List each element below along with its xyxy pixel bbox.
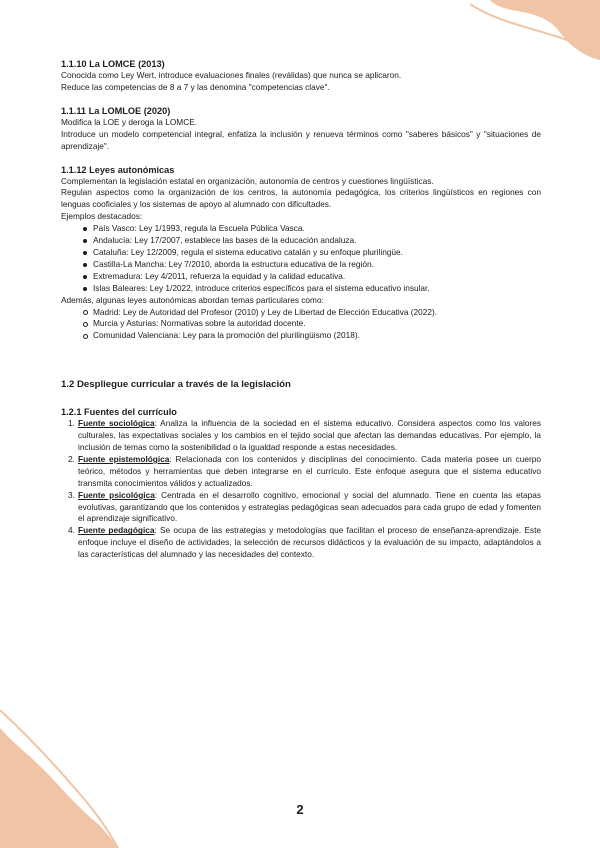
item-number: 3. bbox=[68, 489, 75, 500]
corner-decoration-top-right bbox=[470, 0, 600, 60]
fuentes-list bbox=[61, 418, 541, 561]
decoration-stroke bbox=[0, 710, 118, 848]
item-number: 4. bbox=[68, 525, 75, 536]
section-heading-lomloe: 1.1.11 La LOMLOE (2020) bbox=[61, 105, 171, 116]
section-heading-autonomicas: 1.1.12 Leyes autonómicas bbox=[61, 164, 175, 175]
paragraph: Reduce las competencias de 8 a 7 y las denomina "competencias clave". bbox=[61, 81, 330, 92]
paragraph: Conocida como Ley Wert, introduce evaluaciones finales (reválidas) que nunca se aplicaron. bbox=[61, 70, 402, 80]
document-body bbox=[61, 58, 541, 561]
examples-list bbox=[61, 223, 541, 294]
fuente-text: : Centrada en el desarrollo cognitivo, emocional y social del alumnado. Tiene en cuenta las etapas evolutivas, garantizando que los contenidos y estrategias pedagógicas sean adecuados para cada grupo de edad y fomenten el aprendizaje significativo. bbox=[78, 489, 541, 524]
list-item: Madrid: Ley de Autoridad del Profesor (2010) y Ley de Libertad de Elección Educativa (2022). bbox=[61, 307, 541, 319]
particular-intro: Además, algunas leyes autonómicas abordan temas particulares como: bbox=[61, 294, 324, 305]
list-item: Murcia y Asturias: Normativas sobre la autoridad docente. bbox=[61, 318, 541, 330]
fuente-item bbox=[61, 418, 541, 454]
list-item: Comunidad Valenciana: Ley para la promoción del plurilingüismo (2018). bbox=[61, 330, 541, 342]
fuente-term: Fuente sociológica bbox=[78, 418, 155, 429]
fuente-item bbox=[61, 454, 541, 490]
paragraph: Introduce un modelo competencial integral, enfatiza la inclusión y renueva términos como "saberes básicos" y "situaciones de aprendizaje". bbox=[61, 128, 541, 151]
section-heading-lomce: 1.1.10 La LOMCE (2013) bbox=[61, 59, 165, 69]
fuente-item bbox=[61, 490, 541, 526]
list-item: Extremadura: Ley 4/2011, refuerza la equidad y la calidad educativa. bbox=[61, 271, 541, 283]
paragraph: Modifica la LOE y deroga la LOMCE. bbox=[61, 116, 198, 127]
particular-list bbox=[61, 307, 541, 343]
paragraph: Regulan aspectos como la organización de los centros, la autonomía pedagógica, los criterios lingüísticos en regiones con lenguas cooficiales y los sistemas de apoyo al alumnado con dificultades. bbox=[61, 187, 541, 210]
list-item: País Vasco: Ley 1/1993, regula la Escuela Pública Vasca. bbox=[61, 223, 541, 235]
fuente-term: Fuente pedagógica bbox=[78, 525, 155, 536]
section-heading-despliegue: 1.2 Despliegue curricular a través de la legislación bbox=[61, 379, 291, 391]
fuente-text: : Analiza la influencia de la sociedad en el sistema educativo. Considera aspectos como los valores culturales, las expectativas sociales y los cambios en el tejido social que afectan las demandas educativas. Por ejemplo, la inclusión de temas como la sostenibilidad o la igualdad responde a estas necesidades. bbox=[78, 418, 541, 453]
examples-intro: Ejemplos destacados: bbox=[61, 211, 143, 222]
list-item: Cataluña: Ley 12/2009, regula el sistema educativo catalán y su enfoque plurilingüe. bbox=[61, 247, 541, 259]
list-item: Castilla-La Mancha: Ley 7/2010, aborda la estructura educativa de la región. bbox=[61, 259, 541, 271]
corner-decoration-bottom-left bbox=[0, 708, 120, 848]
fuente-text: : Relacionada con los contenidos y disciplinas del conocimiento. Cada materia posee un cuerpo teórico, métodos y herramientas que deben integrarse en el currículo. Este enfoque asegura que el sistema educativo transmita conocimientos válidos y actualizados. bbox=[78, 453, 542, 488]
decoration-stroke bbox=[470, 4, 600, 56]
paragraph: Complementan la legislación estatal en organización, autonomía de centros y cuestiones lingüísticas. bbox=[61, 175, 434, 186]
fuente-text: : Se ocupa de las estrategias y metodologías que facilitan el proceso de enseñanza-aprendizaje. Este enfoque incluye el diseño de actividades, la selección de recursos didácticos y la evaluación de su impacto, adaptándolos a las características del alumnado y las necesidades del contexto. bbox=[78, 525, 541, 560]
fuente-term: Fuente epistemológica bbox=[78, 453, 170, 464]
item-number: 1. bbox=[68, 418, 75, 429]
item-number: 2. bbox=[68, 453, 75, 464]
list-item: Andalucía: Ley 17/2007, establece las bases de la educación andaluza. bbox=[61, 235, 541, 247]
page-number: 2 bbox=[296, 802, 304, 817]
subsection-heading-fuentes: 1.2.1 Fuentes del currículo bbox=[61, 407, 177, 418]
decoration-blob bbox=[0, 728, 118, 848]
fuente-term: Fuente psicológica bbox=[78, 489, 155, 500]
decoration-blob bbox=[490, 0, 600, 60]
list-item: Islas Baleares: Ley 1/2022, introduce criterios específicos para el sistema educativo insular. bbox=[61, 283, 541, 295]
fuente-item bbox=[61, 525, 541, 561]
